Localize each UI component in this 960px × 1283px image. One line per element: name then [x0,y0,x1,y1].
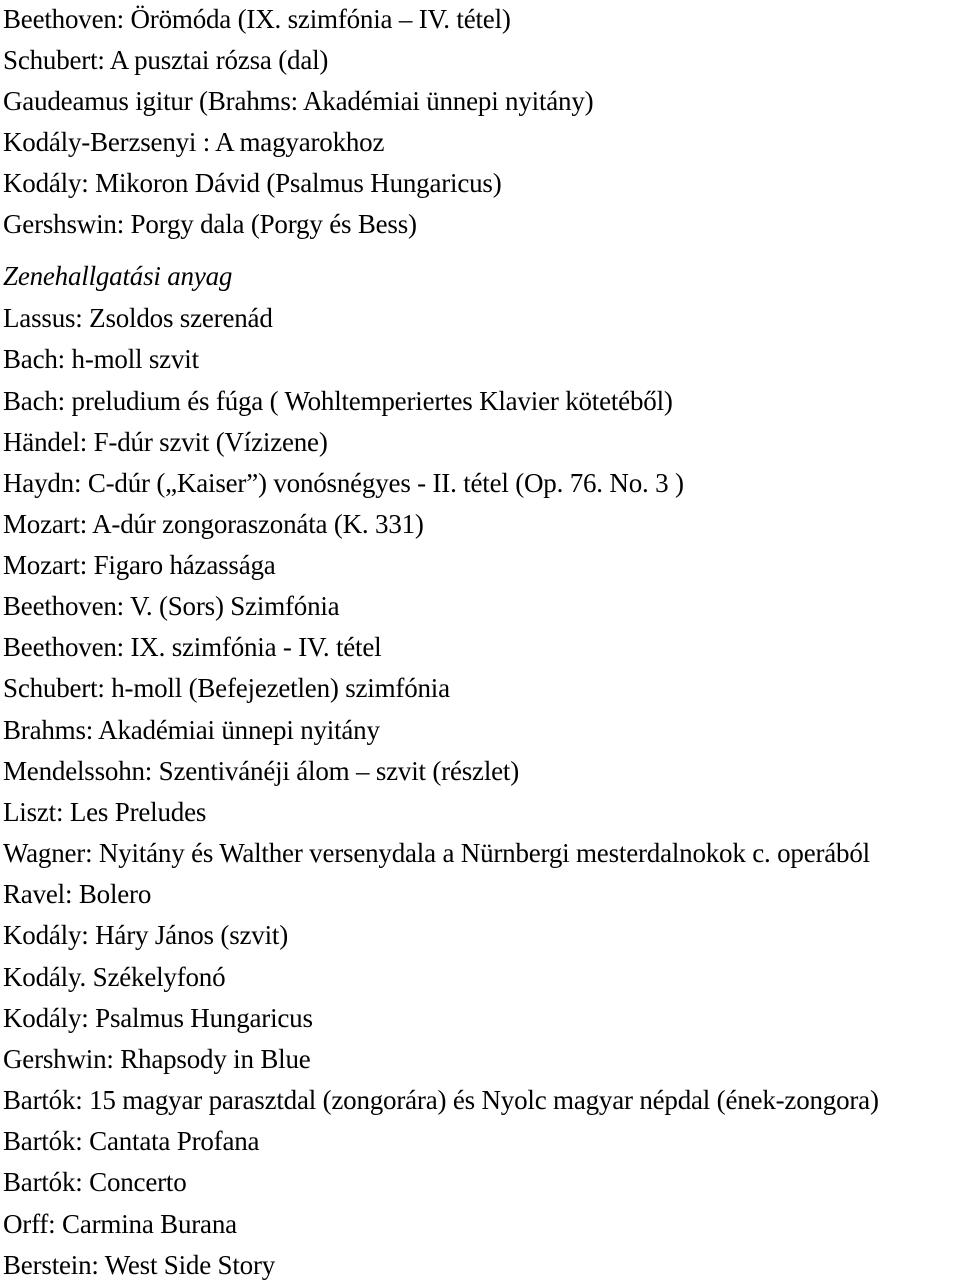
listening-item: Schubert: h-moll (Befejezetlen) szimfónia [3,673,450,703]
song-item: Gershswin: Porgy dala (Porgy és Bess) [3,209,417,239]
listening-item: Mozart: A-dúr zongoraszonáta (K. 331) [3,509,424,539]
listening-item: Bartók: 15 magyar parasztdal (zongorára) és Nyolc magyar népdal (ének-zongora) [3,1085,879,1115]
listening-item: Bartók: Concerto [3,1167,187,1197]
listening-item: Kodály: Psalmus Hungaricus [3,1003,313,1033]
listening-item: Haydn: C-dúr („Kaiser”) vonósnégyes - II. tétel (Op. 76. No. 3 ) [3,468,684,498]
listening-item: Bartók: Cantata Profana [3,1126,260,1156]
listening-item: Liszt: Les Preludes [3,797,207,827]
song-item: Gaudeamus igitur (Brahms: Akadémiai ünnepi nyitány) [3,86,594,116]
song-item: Beethoven: Örömóda (IX. szimfónia – IV. tétel) [3,4,511,34]
listening-item: Ravel: Bolero [3,879,152,909]
song-item: Kodály: Mikoron Dávid (Psalmus Hungaricus) [3,168,502,198]
listening-item: Bach: preludium és fúga ( Wohltemperiertes Klavier kötetéből) [3,386,673,416]
listening-item: Gershwin: Rhapsody in Blue [3,1044,311,1074]
listening-item: Kodály: Háry János (szvit) [3,920,288,950]
listening-item: Mendelssohn: Szentivánéji álom – szvit (részlet) [3,756,520,786]
listening-item: Orff: Carmina Burana [3,1209,237,1239]
listening-item: Lassus: Zsoldos szerenád [3,303,273,333]
listening-item: Kodály. Székelyfonó [3,962,226,992]
listening-item: Beethoven: IX. szimfónia - IV. tétel [3,632,382,662]
listening-item: Händel: F-dúr szvit (Vízizene) [3,427,328,457]
song-item: Schubert: A pusztai rózsa (dal) [3,45,329,75]
listening-item: Beethoven: V. (Sors) Szimfónia [3,591,340,621]
section-heading: Zenehallgatási anyag [3,261,233,291]
listening-item: Mozart: Figaro házassága [3,550,276,580]
listening-item: Bach: h-moll szvit [3,344,199,374]
song-item: Kodály-Berzsenyi : A magyarokhoz [3,127,385,157]
listening-item: Wagner: Nyitány és Walther versenydala a Nürnbergi mesterdalnokok c. operából [3,838,870,868]
listening-item: Brahms: Akadémiai ünnepi nyitány [3,715,380,745]
listening-item: Berstein: West Side Story [3,1250,276,1280]
